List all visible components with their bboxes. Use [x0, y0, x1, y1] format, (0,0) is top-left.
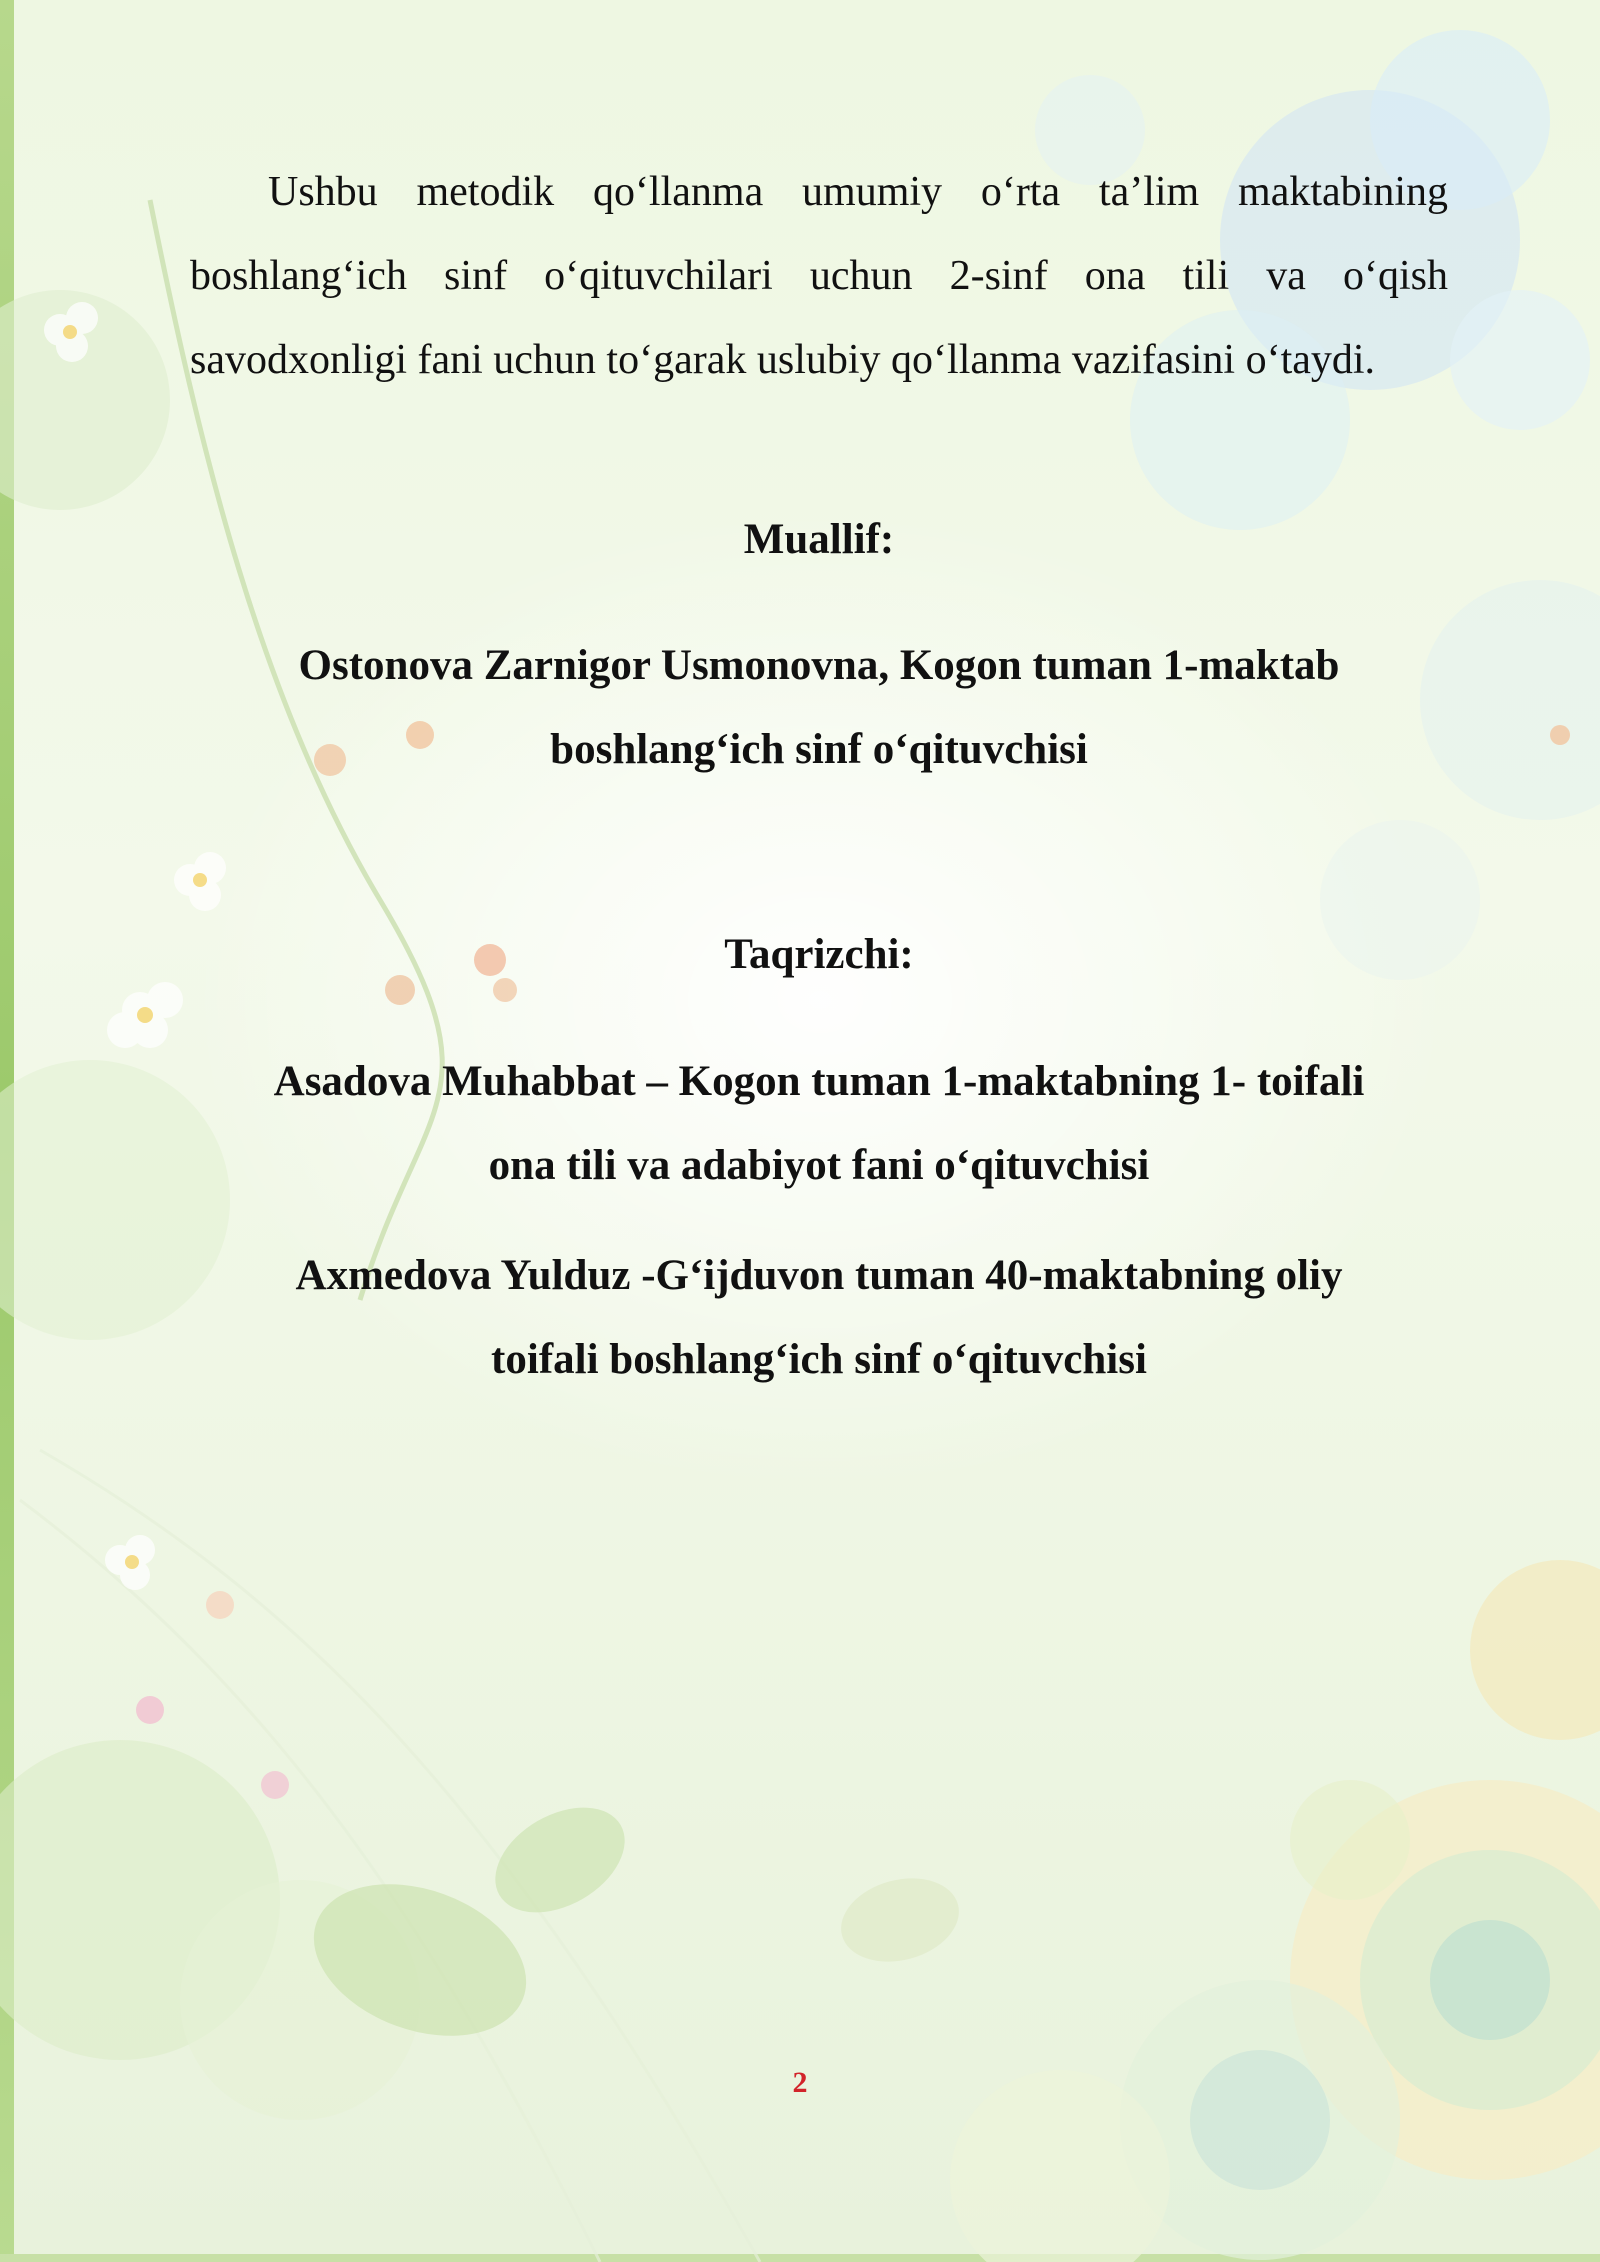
page-number: 2 — [792, 2066, 808, 2099]
reviewer-heading: Taqrizchi: — [724, 931, 914, 978]
reviewer-entry — [190, 1234, 1448, 1402]
reviewer-line: ona tili va adabiyot fani o‘qituvchisi — [488, 1142, 1150, 1189]
author-name-line: Ostonova Zarnigor Usmonovna, Kogon tuman 1-maktab — [298, 642, 1340, 689]
reviewer-line: Asadova Muhabbat – Kogon tuman 1-maktabning 1- toifali — [273, 1058, 1365, 1105]
author-position-line: boshlang‘ich sinf o‘qituvchisi — [550, 726, 1088, 773]
reviewer-entry — [190, 1040, 1448, 1208]
main-content — [190, 150, 1448, 1383]
reviewer-line: toifali boshlang‘ich sinf o‘qituvchisi — [491, 1336, 1147, 1383]
intro-paragraph: Ushbu metodik qo‘llanma umumiy o‘rta ta’lim maktabining boshlang‘ich sinf o‘qituvchilari uchun 2-sinf ona tili va o‘qish savodxonligi fani uchun to‘garak uslubiy qo‘llanma vazifasini o‘taydi. — [190, 169, 1448, 383]
reviewer-line: Axmedova Yulduz -G‘ijduvon tuman 40-maktabning oliy — [295, 1252, 1343, 1299]
author-heading: Muallif: — [743, 516, 895, 563]
author-details — [190, 624, 1448, 792]
